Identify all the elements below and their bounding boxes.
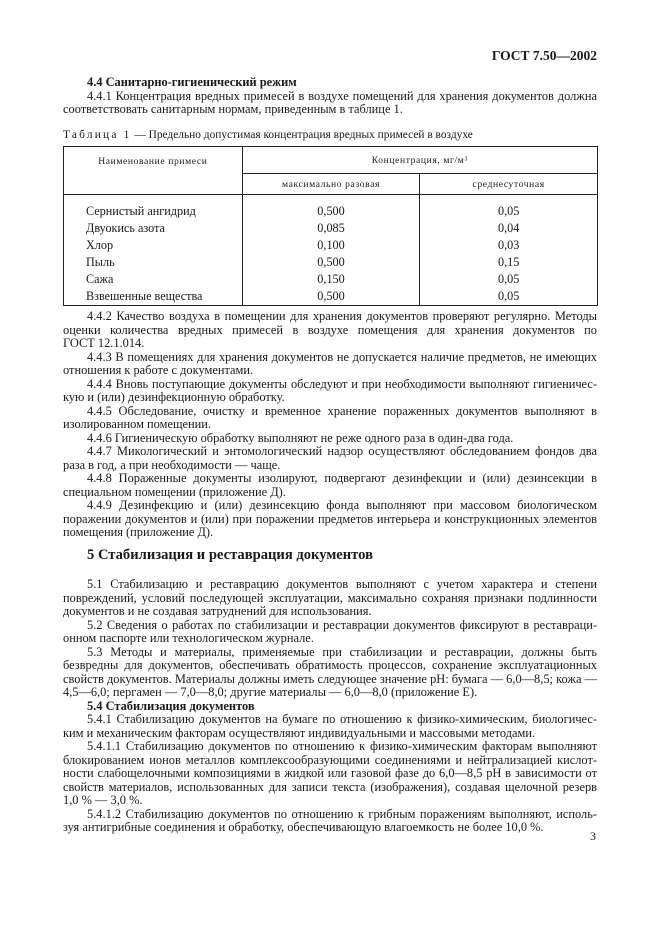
table-caption-text: — Предельно допустимая концентрация вредных примесей в воздухе [131,129,473,141]
cell-avg: 0,15 [420,254,598,271]
text-line: 4.4.9 Дезинфекцию и (или) дезинсекцию фонда выполняют при массовом биологическом [87,498,597,512]
text-line: 5.4.1.1 Стабилизацию документов по отношению к физико-химическим факторам выполняют [87,739,597,753]
cell-max: 0,500 [242,195,420,221]
paragraph [63,378,597,405]
text-line: ности слабощелочными композициями в жидкой или газовой фазе до 6,0—8,5 pH в зависимости от [63,766,597,780]
cell-name: Взвешенные вещества [64,288,243,306]
text-line: 4.4.4 Вновь поступающие документы обследуют и при необходимости выполняют гигиеничес- [87,376,597,391]
paragraph [63,351,597,378]
table-row [64,271,598,288]
section-4-4-paragraphs [63,310,597,540]
text-line: ким и механическим факторам осуществляют индивидуальными и массовыми методами. [63,725,536,740]
text-line: свойств материалов, использованных для записи текста (изображения), создавая щелочной резерв [63,779,597,794]
paragraph [63,90,597,117]
paragraph [63,619,597,646]
document-header-id: ГОСТ 7.50—2002 [491,48,597,63]
cell-max: 0,100 [242,237,420,254]
text-line: 4.4.7 Микологический и энтомологический надзор осуществляют обследованием фондов два [87,444,597,458]
text-line: помещения (приложение Д). [63,525,214,539]
paragraph [63,808,597,835]
text-line: соответствовать санитарным нормам, приведенным в таблице 1. [63,102,403,116]
table-row [64,288,598,306]
cell-name: Пыль [64,254,243,271]
paragraph [63,405,597,432]
text-line: 5.2 Сведения о работах по стабилизации и реставрации документов фиксируют в реставраци- [87,617,597,632]
text-line: кую и (или) дезинфекционную обработку. [63,390,285,404]
cell-max: 0,150 [242,271,420,288]
text-line: документов и не создавая затруднений для использования. [63,604,372,618]
text-line: 4.4.5 Обследование, очистку и временное хранение пораженных документов выполняют в [87,403,597,418]
column-header-name: Наименование примеси [64,147,243,195]
text-line: 4.4.8 Пораженные документы изолируют, подвергают дезинфекции и (или) дезинсекции в [87,471,597,485]
column-header-max: максимально разовая [242,174,420,195]
text-line: отношения к работе с документами. [63,363,254,377]
text-line: поражении документов и (или) при поражении предметов интерьера и конструкционных элементов [63,511,597,526]
text-line: 4.4.1 Концентрация вредных примесей в воздухе помещений для хранения документов должна [87,88,597,103]
cell-name: Двуокись азота [64,220,243,237]
column-header-concentration-text: Концентрация, мг/м³ [371,154,468,166]
paragraph [63,646,597,700]
cell-avg: 0,05 [420,288,598,306]
cell-avg: 0,04 [420,220,598,237]
text-line: ГОСТ 12.1.014. [63,336,145,350]
paragraph [63,740,597,808]
paragraph [63,432,597,446]
page-number: 3 [590,829,596,843]
cell-avg: 0,05 [420,195,598,221]
text-line: 4.4.6 Гигиеническую обработку выполняют не реже одного раза в один-два года. [87,430,514,445]
text-line: раза в год, а при необходимости — чаще. [63,457,281,472]
text-line: 4.4.2 Качество воздуха в помещении для хранения документов проверяют регулярно. Методы [87,309,597,323]
subsection-heading [63,700,597,714]
cell-name: Сажа [64,271,243,288]
text-line: 4,5—6,0; пергамен — 7,0—8,0; другие материалы — 6,0—8,0 (приложение Е). [63,685,478,699]
paragraph [63,472,597,499]
table-caption-label: Таблица 1 [63,129,132,141]
table-row [64,195,598,221]
cell-avg: 0,03 [420,237,598,254]
text-line: блокированием ионов металлов комплексообразующими соединениями и нейтрализацией кислот- [63,752,597,767]
text-line: 5.4.1 Стабилизацию документов на бумаге по отношению к физико-химическим, биологичес- [87,712,597,726]
column-header-concentration [242,147,597,174]
paragraph [63,310,597,351]
text-line: 4.4.3 В помещениях для хранения документов не допускается наличие предметов, не имеющих [87,349,597,364]
cell-max: 0,500 [242,288,420,306]
text-line: специальном помещении (приложение Д). [63,484,286,499]
text-line: 5.4.1.2 Стабилизацию документов по отношению к грибным поражениям выполняют, исполь- [87,806,597,821]
text-line: оценки количества вредных примесей в воздухе помещения для хранения документов по [63,322,597,337]
column-header-avg: среднесуточная [420,174,598,195]
text-line: 5.4 Стабилизация документов [87,698,255,713]
table-row [64,220,598,237]
text-line: 4.4 Санитарно-гигиенический режим [87,75,297,89]
text-line: повреждений, условий последующей эксплуатации, максимально сохраняя признаки подлинности [63,590,597,605]
text-line: 5.3 Методы и материалы, применяемые при стабилизации и реставрации, должны быть [87,644,597,659]
text-line: онном паспорте или технологическом журнале. [63,631,314,645]
table-caption [63,129,473,141]
paragraph [63,713,597,740]
text-line: зуя антигрибные соединения и обработку, обеспечивающую влагоемкость не более 10,0 %. [63,820,544,834]
text-line: безвредны для документов, обеспечивать обратимость процессов, сохранение эксплуатационных [63,658,597,672]
text-line: свойств документов. Материалы должны иметь следующее значение pH: бумага — 6,0—8,5; кожа — [63,671,597,686]
paragraph [63,499,597,540]
cell-name: Хлор [64,237,243,254]
text-line: 1,0 % — 3,0 %. [63,793,143,807]
table-row [64,237,598,254]
paragraph [63,445,597,472]
section-4-4-block [63,76,597,117]
cell-name: Сернистый ангидрид [64,195,243,221]
text-line: 5.1 Стабилизацию и реставрацию документов выполняют с учетом характера и степени [87,577,597,591]
table-row [64,254,598,271]
text-line: изолированном помещении. [63,417,211,431]
subsection-heading [63,76,597,90]
cell-max: 0,500 [242,254,420,271]
cell-max: 0,085 [242,220,420,237]
impurities-table [63,146,598,306]
paragraph [63,578,597,619]
section-5-title: 5 Стабилизация и реставрация документов [87,547,373,563]
cell-avg: 0,05 [420,271,598,288]
section-5-paragraphs [63,578,597,835]
